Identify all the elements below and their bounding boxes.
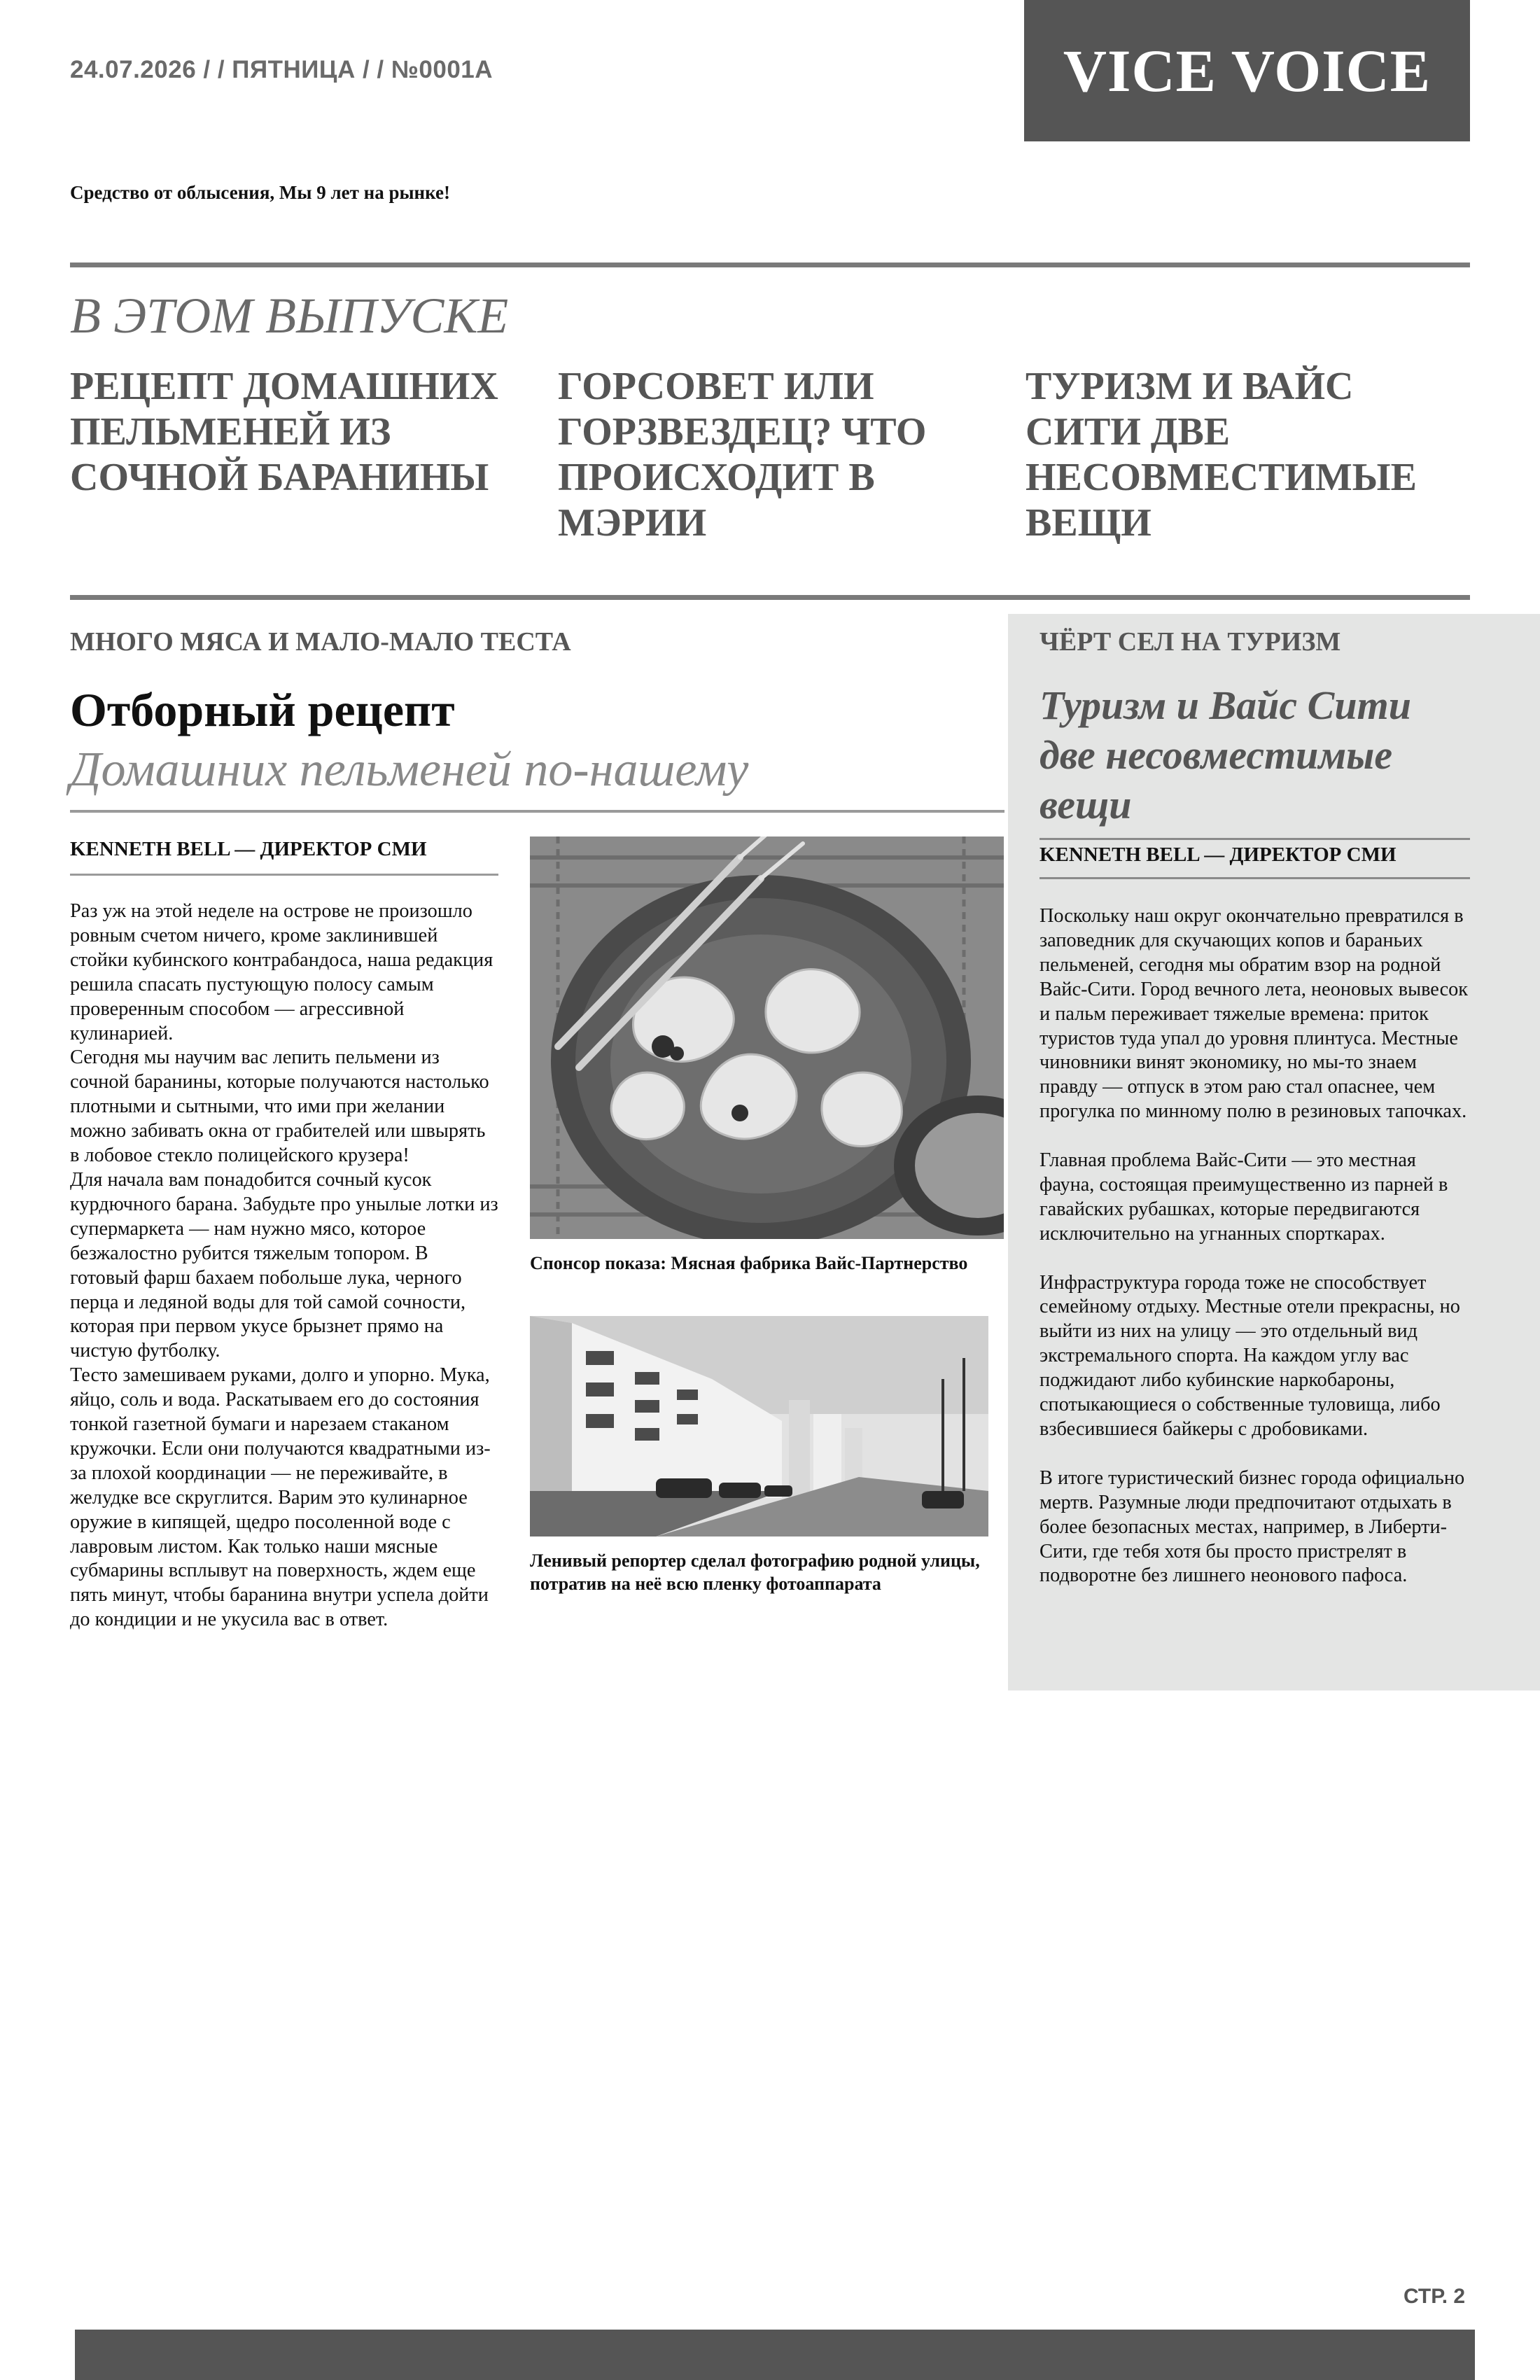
- street-photo: [530, 1316, 988, 1536]
- article-body: [70, 899, 498, 1632]
- sidebar-divider-bottom: [1040, 877, 1470, 879]
- photo-caption-1: Спонсор показа: Мясная фабрика Вайс-Партнерство: [530, 1253, 968, 1273]
- sidebar-paragraph: Поскольку наш округ окончательно превратился в заповедник для скучающих копов и бараньих пельменей, сегодня мы обратим взор на родной Вайс-Сити. Город вечного лета, неоновых вывесок и пальм переживает тяжелые времена: приток туристов туда упал до уровня плинтуса. Местные чиновники винят экономику, но мы-то знаем правду — отпуск в этом раю стал опаснее, чем прогулка по минному полю в резиновых тапочках.: [1040, 905, 1469, 1123]
- article-byline: KENNETH BELL — ДИРЕКТОР СМИ: [70, 838, 427, 860]
- article-paragraph: Раз уж на этой неделе на острове не произошло ровным счетом ничего, кроме заклинившей стойки кубинского контрабандоса, наша редакция решила спасать пустующую полосу самым проверенным способом — агрессивной кулинарией.: [70, 900, 493, 1044]
- issue-section-title: В ЭТОМ ВЫПУСКЕ: [70, 288, 509, 344]
- photo-caption-2: Ленивый репортер сделал фотографию родной улицы, потратив на неё всю пленку фотоаппарата: [530, 1550, 980, 1594]
- dateline: 24.07.2026 / / ПЯТНИЦА / / №0001А: [70, 56, 493, 83]
- masthead-logo: VICE VOICE: [1024, 0, 1470, 141]
- article-paragraph: Тесто замешиваем руками, долго и упорно. Мука, яйцо, соль и вода. Раскатываем его до состояния тонкой газетной бумаги и нарезаем стаканом кружочки. Если они получаются квадратными из-за плохой координации — не переживайте, в желудке все скруглится. Варим это кулинарное оружие в кипящей, щедро посоленной воде с лавровым листом. Как только наши мясные субмарины всплывут на поверхность, ждем еще пять минут, чтобы баранина внутри успела дойти до кондиции и не укусила вас в ответ.: [70, 1364, 491, 1631]
- sidebar-divider-top: [1040, 838, 1470, 840]
- dumplings-photo: [530, 836, 1004, 1239]
- sidebar-paragraph: Инфраструктура города тоже не способствует семейному отдыху. Местные отели прекрасны, но выйти из них на улицу — это отдельный вид экстремального спорта. На каждом углу вас поджидают либо кубинские наркобароны, спотыкающиеся о собственные туловища, либо взбесившиеся байкеры с дробовиками.: [1040, 1271, 1460, 1440]
- divider-top: [70, 262, 1470, 267]
- sidebar-body: [1040, 904, 1474, 1613]
- article-headline: Отборный рецепт: [70, 683, 455, 736]
- page-number: СТР. 2: [1404, 2285, 1466, 2308]
- tagline: Средство от облысения, Мы 9 лет на рынке!: [70, 182, 450, 203]
- article-paragraph: Сегодня мы научим вас лепить пельмени из сочной баранины, которые получаются настолько плотными и сытными, что ими при желании можно забивать окна от грабителей или швырять в лобовое стекло полицейского крузера!: [70, 1046, 489, 1167]
- divider-issue: [70, 595, 1470, 600]
- sidebar-kicker: ЧЁРТ СЕЛ НА ТУРИЗМ: [1040, 627, 1341, 657]
- article-divider: [70, 810, 1004, 813]
- article-subhead: Домашних пельменей по-нашему: [70, 743, 749, 797]
- issue-item-3[interactable]: ТУРИЗМ И ВАЙС СИТИ ДВЕ НЕСОВМЕСТИМЫЕ ВЕЩИ: [1026, 365, 1418, 545]
- sidebar-byline: KENNETH BELL — ДИРЕКТОР СМИ: [1040, 844, 1396, 866]
- issue-item-2[interactable]: ГОРСОВЕТ ИЛИ ГОРЗВЕЗДЕЦ? ЧТО ПРОИСХОДИТ В МЭРИИ: [558, 365, 927, 545]
- sidebar-paragraph: Главная проблема Вайс-Сити — это местная фауна, состоящая преимущественно из парней в гавайских рубашках, которые передвигаются исключительно на угнанных спорткарах.: [1040, 1149, 1448, 1245]
- footer-bar: [75, 2330, 1475, 2380]
- sidebar-headline: Туризм и Вайс Сити две несовместимые вещи: [1040, 682, 1411, 827]
- byline-divider: [70, 874, 498, 876]
- article-paragraph: Для начала вам понадобится сочный кусок курдючного барана. Забудьте про унылые лотки из супермаркета — нам нужно мясо, которое безжалостно рубится тяжелым топором. В готовый фарш бахаем побольше лука, черного перца и ледяной воды для той самой сочности, которая при первом укусе брызнет прямо на чистую футболку.: [70, 1168, 498, 1362]
- sidebar-paragraph: В итоге туристический бизнес города официально мертв. Разумные люди предпочитают отдыхать в более безопасных местах, например, в Либерти-Сити, где тебя хотя бы просто пристрелят в подворотне без лишнего неонового пафоса.: [1040, 1466, 1465, 1587]
- issue-item-1[interactable]: РЕЦЕПТ ДОМАШНИХ ПЕЛЬМЕНЕЙ ИЗ СОЧНОЙ БАРАНИНЫ: [70, 365, 498, 499]
- article-kicker: МНОГО МЯСА И МАЛО-МАЛО ТЕСТА: [70, 627, 571, 657]
